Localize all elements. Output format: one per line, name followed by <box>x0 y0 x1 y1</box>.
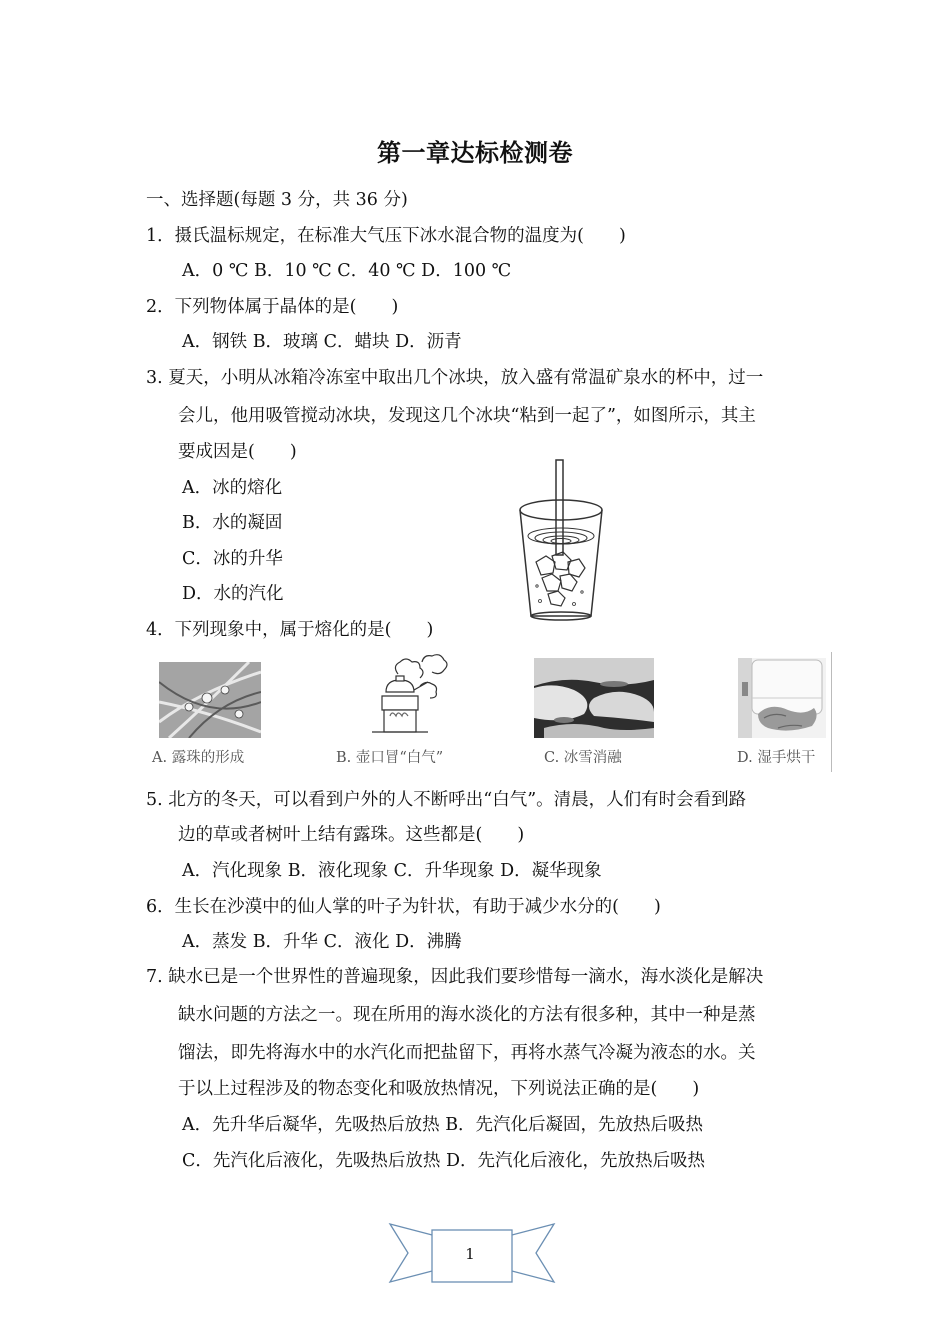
caption-a: A. 露珠的形成 <box>152 750 245 766</box>
question-1-options: A．0 ℃ B．10 ℃ C．40 ℃ D．100 ℃ <box>182 261 512 281</box>
question-7-options-line-2: C．先汽化后液化，先吸热后放热 D．先汽化后液化，先放热后吸热 <box>182 1151 705 1171</box>
hand-dryer-photo <box>738 658 826 738</box>
question-5-options: A．汽化现象 B．液化现象 C．升华现象 D．凝华现象 <box>182 861 602 881</box>
question-7-options-line-1: A．先升华后凝华，先吸热后放热 B．先汽化后凝固，先放热后吸热 <box>182 1115 704 1135</box>
question-7-stem-line-2: 缺水问题的方法之一。现在所用的海水淡化的方法有很多种，其中一种是蒸 <box>178 1005 756 1025</box>
question-7-stem-line-1: 7. 缺水已是一个世界性的普遍现象，因此我们要珍惜每一滴水，海水淡化是解决 <box>146 967 764 987</box>
question-3-stem-line-1: 3. 夏天，小明从冰箱冷冻室中取出几个冰块，放入盛有常温矿泉水的杯中，过一 <box>146 368 764 388</box>
caption-c: C. 冰雪消融 <box>544 750 622 766</box>
question-3-stem-line-3: 要成因是( ) <box>178 442 297 462</box>
question-3-stem-line-2: 会儿，他用吸管搅动冰块，发现这几个冰块“粘到一起了”，如图所示，其主 <box>178 406 756 426</box>
ice-glass-figure <box>512 458 612 622</box>
ice-cubes <box>536 552 585 606</box>
section-heading: 一、选择题(每题 3 分，共 36 分) <box>146 190 408 210</box>
question-4-stem: 4．下列现象中，属于熔化的是( ) <box>146 620 434 640</box>
question-5-stem-line-2: 边的草或者树叶上结有露珠。这些都是( ) <box>178 825 525 845</box>
straw <box>556 460 563 555</box>
question-7-stem-line-4: 于以上过程涉及的物态变化和吸放热情况，下列说法正确的是( ) <box>178 1079 700 1099</box>
question-3-option-a: A．冰的熔化 <box>182 478 283 498</box>
question-6-stem: 6．生长在沙漠中的仙人掌的叶子为针状，有助于减少水分的( ) <box>146 897 661 917</box>
question-5-stem-line-1: 5. 北方的冬天，可以看到户外的人不断呼出“白气”。清晨，人们有时会看到路 <box>146 790 747 810</box>
melting-snow-photo <box>534 658 654 738</box>
question-6-options: A．蒸发 B．升华 C．液化 D．沸腾 <box>182 932 462 952</box>
question-3-option-c: C．冰的升华 <box>182 549 283 569</box>
question-2-options: A．钢铁 B．玻璃 C．蜡块 D．沥青 <box>182 332 462 352</box>
page-number: 1 <box>465 1245 475 1263</box>
question-3-option-d: D．水的汽化 <box>182 584 284 604</box>
dew-drops-photo <box>159 662 261 738</box>
question-7-stem-line-3: 馏法，即先将海水中的水汽化而把盐留下，再将水蒸气冷凝为液态的水。关 <box>178 1043 756 1063</box>
question-1-stem: 1．摄氏温标规定，在标准大气压下冰水混合物的温度为( ) <box>146 226 626 246</box>
kettle-steam-photo <box>362 652 452 738</box>
image-border <box>831 652 832 772</box>
caption-b: B. 壶口冒“白气” <box>336 750 444 766</box>
question-2-stem: 2．下列物体属于晶体的是( ) <box>146 297 399 317</box>
question-3-option-b: B．水的凝固 <box>182 513 283 533</box>
page-title: 第一章达标检测卷 <box>377 138 573 167</box>
caption-d: D. 湿手烘干 <box>737 750 816 766</box>
